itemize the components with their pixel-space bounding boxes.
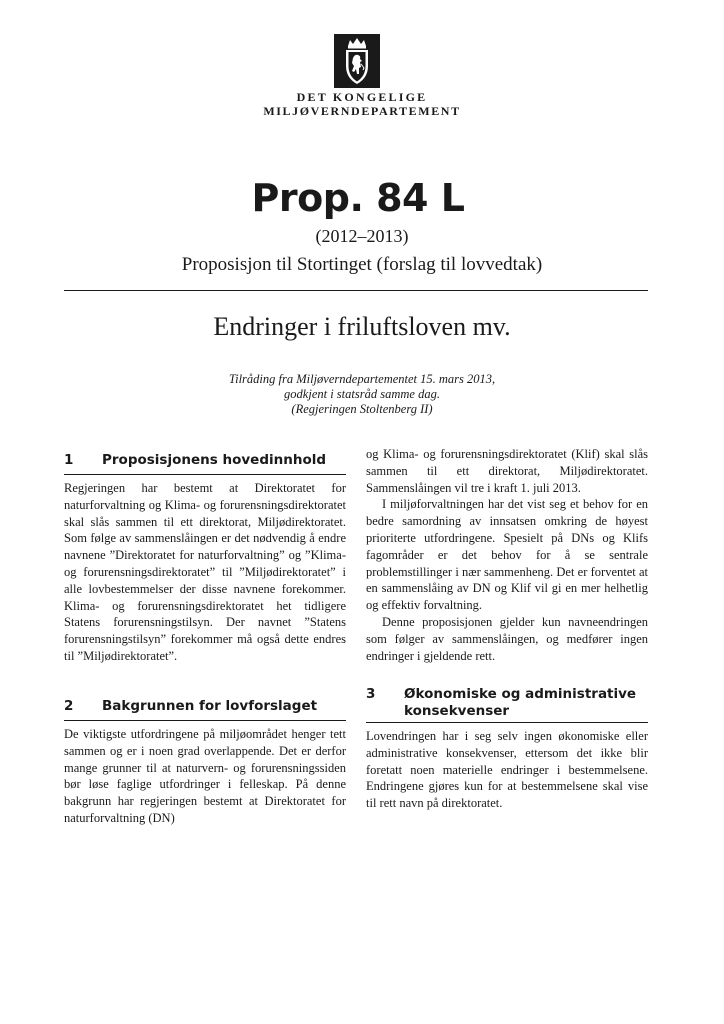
title-divider (64, 290, 648, 291)
paragraph: og Klima- og forurensningsdirektoratet (Klif) skal slås sammen til ett direktorat, Miljødirektoratet. Sammenslåingen vil tre i kraft 1. juli 2013. (366, 447, 648, 495)
section-3-body (366, 728, 648, 812)
section-2-heading (64, 698, 346, 716)
section-title: Bakgrunnen for lovforslaget (102, 698, 318, 714)
section-3-heading (366, 686, 648, 720)
proposition-number: Prop. 84 L (251, 176, 465, 220)
section-title: Økonomiske og administrative konsekvenser (404, 686, 637, 719)
paragraph: Lovendringen har i seg selv ingen økonomiske eller administrative konsekvenser, ettersom det ikke blir foretatt noen materielle endringer i bestemmelsene. Endringene gjøres kun for at bestemmelsene skal vise til rett navn på direktoratet. (366, 729, 648, 811)
department-name-line2: MILJØVERNDEPARTEMENT (263, 104, 461, 118)
coat-of-arms-icon (334, 34, 380, 88)
dateline-government: (Regjeringen Stoltenberg II) (291, 402, 433, 416)
section-1-heading (64, 452, 346, 470)
dateline-approval: godkjent i statsråd samme dag. (284, 387, 440, 401)
section-2-rule (64, 720, 346, 721)
proposition-type: Proposisjon til Stortinget (forslag til lovvedtak) (181, 254, 543, 275)
section-1-rule (64, 474, 346, 475)
department-name-line1: DET KONGELIGE (296, 90, 428, 104)
session-years: (2012–2013) (315, 226, 409, 246)
paragraph: Regjeringen har bestemt at Direktoratet for naturforvaltning og Klima- og forurensningsdirektoratet skal slås sammen til ett direktorat, Miljødirektoratet. Som følge av sammenslåingen er det nødvendig å endre navnene ”Direktoratet for naturforvaltning” og ”Klima- og forurensningsdirektoratet” til ”Miljødirektoratet” i alle lovbestemmelser der disse navnene forekommer. Klima- og forurensningsdirektoratet het tidligere Statens forurensningstilsyn. Der navnet ”Statens forurensningstilsyn” forekommer må også dette endres til ”Miljødirektoratet”. (64, 481, 346, 663)
section-2-body (64, 726, 346, 827)
paragraph: De viktigste utfordringene på miljøområdet henger tett sammen og er i noen grad overlappende. Det er derfor mange grunner til at naturvern- og forurensningssiden bør løse faglige utfordringer i felleskap. På denne bakgrunn har regjeringen bestemt at Direktoratet for naturforvaltning (DN) (64, 727, 346, 825)
section-2-continuation (366, 446, 648, 664)
paragraph: Denne proposisjonen gjelder kun navneendringen som følger av sammenslåingen, og medfører ingen endringer i gjeldende rett. (366, 614, 648, 663)
section-title: Proposisjonens hovedinnhold (102, 452, 327, 468)
document-title: Endringer i friluftsloven mv. (213, 312, 511, 341)
dateline-recommendation: Tilråding fra Miljøverndepartementet 15. mars 2013, (228, 372, 496, 386)
paragraph: I miljøforvaltningen har det vist seg et behov for en bedre samordning av innsatsen omkring de høyest prioriterte utfordringene. Spesielt på DNs og Klifs fagområder er det behov for å se sentrale problemstillinger i nær sammenheng. Det er forventet at en sammenslåing av DN og Klif vil gi en mer helhetlig og effektiv forvaltning. (366, 497, 648, 613)
section-3-rule (366, 722, 648, 723)
section-number: 1 (64, 452, 74, 468)
section-number: 3 (366, 686, 376, 702)
section-number: 2 (64, 698, 74, 714)
section-1-body (64, 480, 346, 665)
